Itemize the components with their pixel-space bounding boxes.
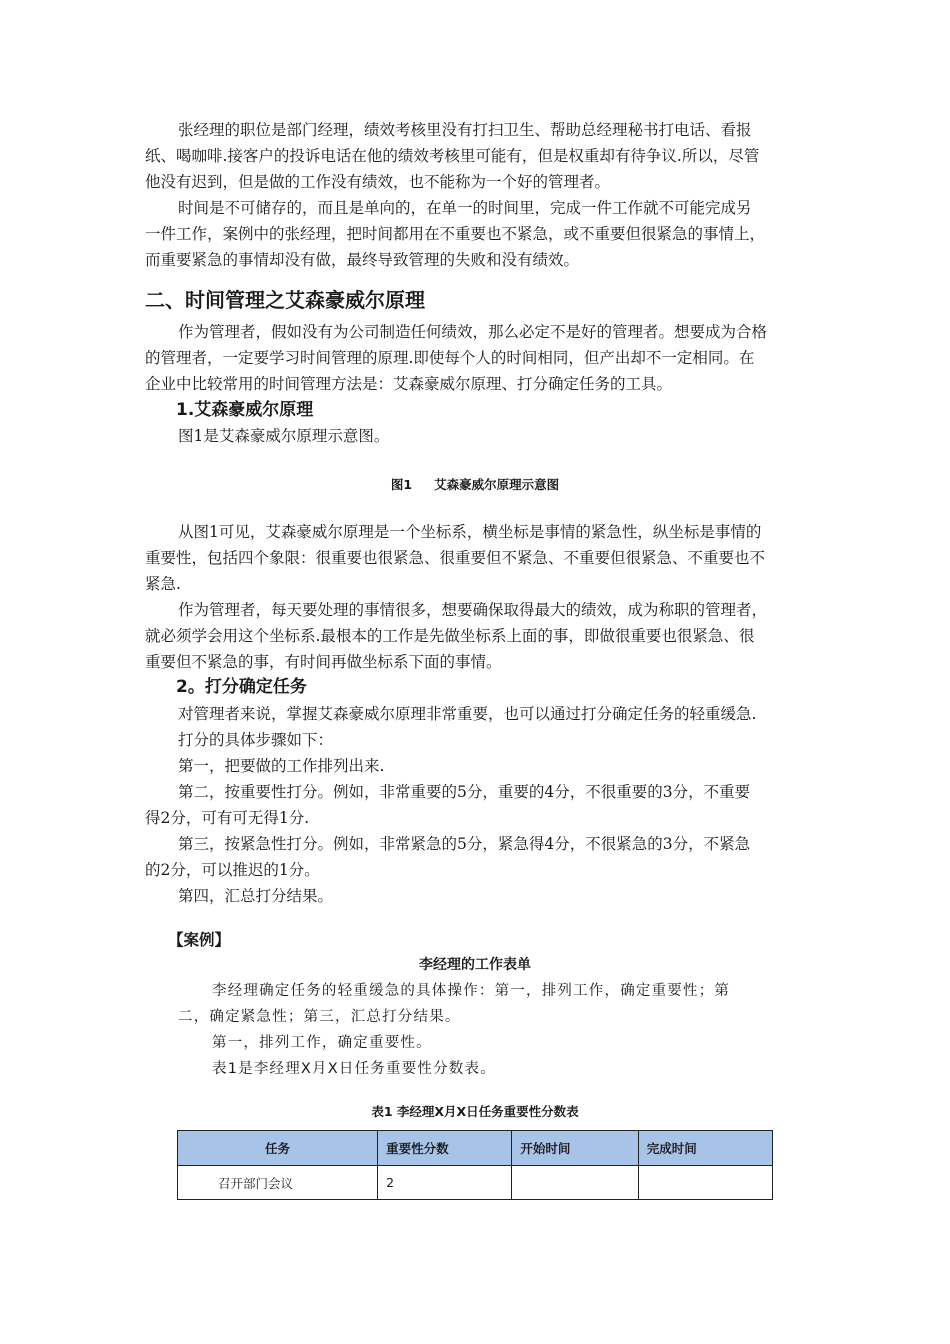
intro-p1-line1: 张经理的职位是部门经理，绩效考核里没有打扫卫生、帮助总经理秘书打电话、看报 — [178, 121, 752, 139]
figure-caption-number: 图1 — [390, 477, 413, 492]
step-4: 第四，汇总打分结果。 — [178, 887, 334, 905]
figure-caption — [0, 475, 950, 495]
scoring-intro-line2: 打分的具体步骤如下： — [178, 731, 334, 749]
section-heading: 二、时间管理之艾森豪威尔原理 — [145, 288, 425, 312]
cell-task: 召开部门会议 — [178, 1166, 378, 1200]
intro-p1-line3: 他没有迟到，但是做的工作没有绩效，也不能称为一个好的管理者。 — [145, 173, 611, 191]
case-line2: 二，确定紧急性；第三，汇总打分结果。 — [178, 1009, 461, 1025]
header-start-time: 开始时间 — [512, 1131, 638, 1166]
table-caption: 表1 李经理X月X日任务重要性分数表 — [371, 1104, 579, 1119]
table-header-row — [178, 1131, 773, 1166]
figure-reference: 图1是艾森豪威尔原理示意图。 — [178, 427, 390, 445]
case-title: 李经理的工作表单 — [419, 957, 531, 973]
subheading-eisenhower: 1.艾森豪威尔原理 — [176, 400, 314, 420]
header-importance-score: 重要性分数 — [378, 1131, 512, 1166]
intro-p2-line2: 一件工作，案例中的张经理，把时间都用在不重要也不紧急，或不重要但很紧急的事情上， — [145, 225, 766, 243]
intro-p1-line2: 纸、喝咖啡.接客户的投诉电话在他的绩效考核里可能有，但是权重却有待争议.所以，尽管 — [145, 147, 760, 165]
case-tag: 【案例】 — [168, 931, 231, 949]
task-importance-table — [177, 1130, 773, 1200]
s2-p3-line1: 作为管理者，每天要处理的事情很多，想要确保取得最大的绩效，成为称职的管理者， — [178, 601, 768, 619]
s2-p3-line2: 就必须学会用这个坐标系.最根本的工作是先做坐标系上面的事，即做很重要也很紧急、很 — [145, 627, 755, 645]
header-task: 任务 — [178, 1131, 378, 1166]
step-2-line2: 得2分，可有可无得1分. — [145, 809, 310, 827]
s2-p1-line2: 的管理者，一定要学习时间管理的原理.即使每个人的时间相同，但产出却不一定相同。在 — [145, 349, 755, 367]
header-finish-time: 完成时间 — [638, 1131, 772, 1166]
step-1: 第一，把要做的工作排列出来. — [178, 757, 385, 775]
cell-importance-score: 2 — [378, 1166, 512, 1200]
s2-p3-line3: 重要但不紧急的事，有时间再做坐标系下面的事情。 — [145, 653, 502, 671]
subheading-scoring: 2。打分确定任务 — [176, 677, 307, 697]
step-2-line1: 第二，按重要性打分。例如，非常重要的5分，重要的4分，不很重要的3分，不重要 — [178, 783, 751, 801]
s2-p1-line1: 作为管理者，假如没有为公司制造任何绩效，那么必定不是好的管理者。想要成为合格 — [178, 323, 768, 341]
s2-p1-line3: 企业中比较常用的时间管理方法是：艾森豪威尔原理、打分确定任务的工具。 — [145, 375, 673, 393]
s2-p2-line3: 紧急. — [145, 575, 181, 593]
scoring-intro-line1: 对管理者来说，掌握艾森豪威尔原理非常重要，也可以通过打分确定任务的轻重缓急. — [178, 705, 757, 723]
s2-p2-line1: 从图1可见，艾森豪威尔原理是一个坐标系，横坐标是事情的紧急性，纵坐标是事情的 — [178, 523, 762, 541]
case-line3: 第一，排列工作，确定重要性。 — [212, 1035, 432, 1051]
case-line1: 李经理确定任务的轻重缓急的具体操作：第一，排列工作，确定重要性；第 — [212, 983, 731, 999]
table-row — [178, 1166, 773, 1200]
step-3-line2: 的2分，可以推迟的1分。 — [145, 861, 320, 879]
cell-start-time — [512, 1166, 638, 1200]
case-line4: 表1是李经理X月X日任务重要性分数表。 — [212, 1061, 496, 1077]
s2-p2-line2: 重要性，包括四个象限：很重要也很紧急、很重要但不紧急、不重要但很紧急、不重要也不 — [145, 549, 766, 567]
step-3-line1: 第三，按紧急性打分。例如，非常紧急的5分，紧急得4分，不很紧急的3分，不紧急 — [178, 835, 751, 853]
intro-p2-line1: 时间是不可储存的，而且是单向的，在单一的时间里，完成一件工作就不可能完成另 — [178, 199, 752, 217]
figure-caption-text: 艾森豪威尔原理示意图 — [434, 477, 560, 492]
cell-finish-time — [638, 1166, 772, 1200]
intro-p2-line3: 而重要紧急的事情却没有做，最终导致管理的失败和没有绩效。 — [145, 251, 580, 269]
